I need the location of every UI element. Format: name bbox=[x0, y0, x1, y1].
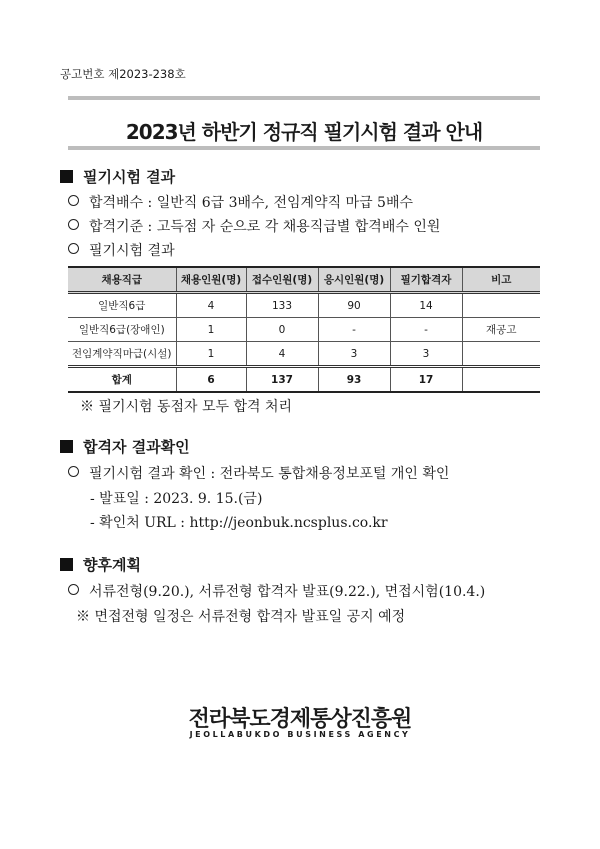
list-item: 합격배수 : 일반직 6급 3배수, 전임계약직 마급 5배수 bbox=[68, 192, 413, 212]
column-header: 필기합격자 bbox=[390, 267, 462, 293]
circle-bullet-icon bbox=[68, 195, 79, 206]
square-bullet-icon bbox=[60, 440, 73, 453]
notice-number: 공고번호 제2023-238호 bbox=[60, 67, 186, 81]
column-header: 채용인원(명) bbox=[176, 267, 246, 293]
circle-bullet-icon bbox=[68, 584, 79, 595]
table-cell: 3 bbox=[318, 342, 390, 367]
column-header: 비고 bbox=[462, 267, 540, 293]
interview-note: ※ 면접전형 일정은 서류전형 합격자 발표일 공지 예정 bbox=[76, 609, 406, 625]
table-row bbox=[68, 293, 540, 318]
section-heading-exam-result: 필기시험 결과 bbox=[60, 166, 175, 187]
table-cell: 17 bbox=[390, 367, 462, 393]
table-cell: 재공고 bbox=[462, 318, 540, 342]
table-cell bbox=[462, 293, 540, 318]
table-cell: 4 bbox=[176, 293, 246, 318]
announcement-date: - 발표일 : 2023. 9. 15.(금) bbox=[90, 491, 263, 507]
list-item: 필기시험 결과 확인 : 전라북도 통합채용정보포털 개인 확인 bbox=[68, 463, 449, 483]
table-cell: - bbox=[390, 318, 462, 342]
table-row bbox=[68, 342, 540, 367]
exam-result-table bbox=[68, 266, 540, 393]
list-item: 필기시험 결과 bbox=[68, 240, 175, 260]
table-cell: 133 bbox=[246, 293, 318, 318]
table-cell: 일반직6급 bbox=[68, 293, 176, 318]
square-bullet-icon bbox=[60, 558, 73, 571]
circle-bullet-icon bbox=[68, 466, 79, 477]
table-row bbox=[68, 318, 540, 342]
agency-logo-korean: 전라북도경제통상진흥원 bbox=[188, 707, 412, 732]
table-cell: 3 bbox=[390, 342, 462, 367]
table-cell: 전임계약직마급(시설) bbox=[68, 342, 176, 367]
square-bullet-icon bbox=[60, 170, 73, 183]
table-cell: 0 bbox=[246, 318, 318, 342]
list-item: 서류전형(9.20.), 서류전형 합격자 발표(9.22.), 면접시험(10.4.) bbox=[68, 581, 485, 601]
table-cell: 합계 bbox=[68, 367, 176, 393]
table-cell: 1 bbox=[176, 342, 246, 367]
table-cell bbox=[462, 367, 540, 393]
check-url: - 확인처 URL : http://jeonbuk.ncsplus.co.kr bbox=[90, 515, 388, 531]
page-title: 2023년 하반기 정규직 필기시험 결과 안내 bbox=[125, 120, 483, 144]
section-heading-result-check: 합격자 결과확인 bbox=[60, 436, 190, 457]
circle-bullet-icon bbox=[68, 219, 79, 230]
table-cell: 137 bbox=[246, 367, 318, 393]
table-cell: 93 bbox=[318, 367, 390, 393]
list-item: 합격기준 : 고득점 자 순으로 각 채용직급별 합격배수 인원 bbox=[68, 216, 440, 236]
table-cell: 일반직6급(장애인) bbox=[68, 318, 176, 342]
table-cell: - bbox=[318, 318, 390, 342]
tie-note: ※ 필기시험 동점자 모두 합격 처리 bbox=[80, 399, 293, 415]
agency-logo-english: JEOLLABUKDO BUSINESS AGENCY bbox=[189, 730, 411, 739]
title-bottom-rule bbox=[68, 146, 540, 150]
table-cell: 90 bbox=[318, 293, 390, 318]
table-cell bbox=[462, 342, 540, 367]
table-cell: 14 bbox=[390, 293, 462, 318]
table-cell: 4 bbox=[246, 342, 318, 367]
table-cell: 1 bbox=[176, 318, 246, 342]
table-cell: 6 bbox=[176, 367, 246, 393]
table-total-row bbox=[68, 367, 540, 393]
column-header: 접수인원(명) bbox=[246, 267, 318, 293]
title-top-rule bbox=[68, 96, 540, 100]
circle-bullet-icon bbox=[68, 243, 79, 254]
column-header: 채용직급 bbox=[68, 267, 176, 293]
table-header-row bbox=[68, 267, 540, 293]
column-header: 응시인원(명) bbox=[318, 267, 390, 293]
section-heading-future-plan: 향후계획 bbox=[60, 554, 141, 575]
